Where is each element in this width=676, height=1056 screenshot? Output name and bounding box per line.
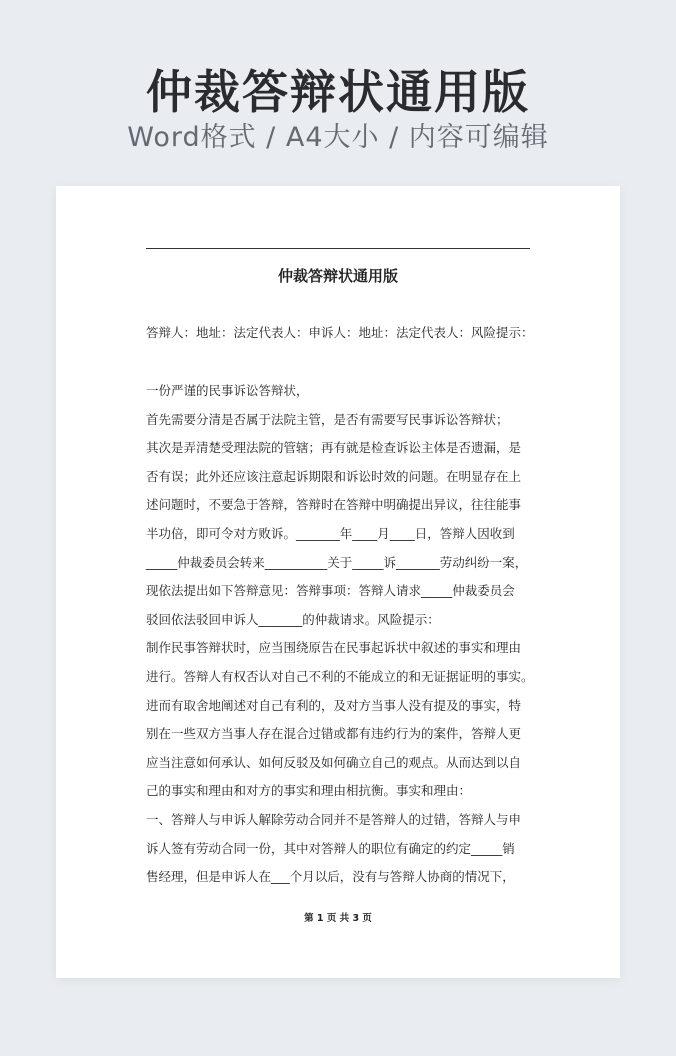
- body-line: 一、答辩人与申诉人解除劳动合同并不是答辩人的过错，答辩人与申: [146, 811, 522, 827]
- document-title: 仲裁答辩状通用版: [277, 267, 398, 285]
- hero-subtitle: Word格式 / A4大小 / 内容可编辑: [127, 122, 549, 153]
- page-footer: 第 1 页 共 3 页: [304, 913, 372, 924]
- body-line: 进行。答辩人有权否认对自己不利的不能成立的和无证据证明的事实。: [146, 668, 534, 684]
- document-page: [56, 186, 620, 978]
- body-line: _____仲裁委员会转来__________关于_____诉_______劳动纠纷一案，: [146, 554, 528, 570]
- body-line: 半功倍，即可令对方败诉。_______年____月____日，答辩人因收到: [146, 525, 515, 541]
- body-line: 诉人签有劳动合同一份，其中对答辩人的职位有确定的约定_____销: [146, 840, 515, 856]
- body-line: 现依法提出如下答辩意见：答辩事项：答辩人请求_____仲裁委员会: [146, 583, 515, 599]
- body-line: 驳回依法驳回申诉人_______的仲裁请求。风险提示：: [146, 611, 440, 627]
- document-fields: 答辩人：地址：法定代表人：申诉人：地址：法定代表人：风险提示：: [146, 325, 534, 340]
- body-line: 其次是弄清楚受理法院的管辖；再有就是检查诉讼主体是否遗漏，是: [146, 440, 522, 456]
- header-rule: [146, 248, 530, 249]
- body-line: 进而有取舍地阐述对自己有利的，及对方当事人没有提及的事实，特: [146, 697, 522, 713]
- body-line: 否有误；此外还应该注意起诉期限和诉讼时效的问题。在明显存在上: [146, 468, 522, 484]
- hero-title: 仲裁答辩状通用版: [146, 65, 530, 119]
- body-line: 应当注意如何承认、如何反驳及如何确立自己的观点。从而达到以自: [146, 754, 522, 770]
- document-body: [146, 377, 534, 892]
- body-line: 首先需要分清是否属于法院主管，是否有需要写民事诉讼答辩状；: [146, 411, 509, 427]
- body-line: 制作民事答辩状时，应当围绕原告在民事起诉状中叙述的事实和理由: [146, 640, 522, 656]
- body-line: 售经理，但是申诉人在___个月以后，没有与答辩人协商的情况下，: [146, 869, 515, 885]
- body-line: 己的事实和理由和对方的事实和理由相抗衡。事实和理由：: [146, 783, 472, 799]
- body-line: 述问题时，不要急于答辩，答辩时在答辩中明确提出异议，往往能事: [146, 497, 522, 513]
- body-line: 一份严谨的民事诉讼答辩状，: [146, 383, 309, 398]
- body-line: 别在一些双方当事人存在混合过错或都有违约行为的案件，答辩人更: [146, 726, 522, 742]
